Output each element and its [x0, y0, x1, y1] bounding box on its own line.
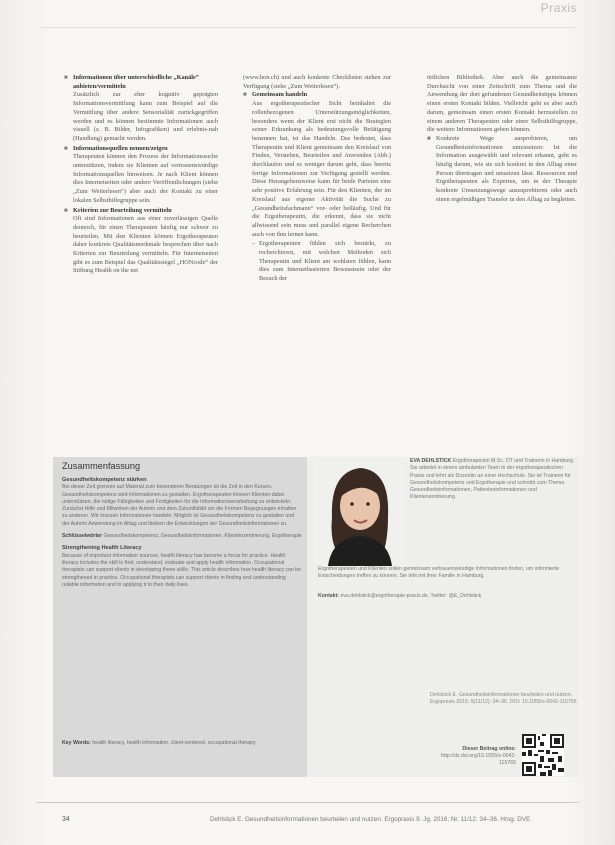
bullet-item	[64, 207, 218, 277]
bullet-text: Konkrete Wege ausprobieren, um Gesundheitsinformationen umzusetzen: Ist die Information ausgewählt und relevant erkannt, geht es häufig darum, wie sie sich konkret in den Alltag einer Person übertragen und umsetzen lässt. Ressourcen und Ergotherapeuten als Experten, um in der Therapie konkrete Umsetzungswege auszuprobieren oder auch einen regelmäßigen Transfer in den Alltag zu begleiten.	[436, 134, 577, 203]
text-column-3	[427, 74, 577, 206]
dash-icon: –	[252, 240, 256, 248]
summary-block	[62, 533, 302, 540]
author-portrait-image	[314, 458, 405, 566]
summary-block	[62, 545, 302, 589]
summary-heading: Schlüsselwörter	[62, 533, 103, 540]
bullet-text: Zusätzlich zur eher kognitiv geprägten Informationsvermittlung kann zum Beispiel auf die Vermittlung über andere Sensorialität zurückgegriffen werden und es können bestimmte Informationen auch visuell (z. B. Bilder, Infografiken) und erlebnis-nah (Handlung) gemacht werden.	[73, 91, 218, 142]
bullet-item	[64, 145, 218, 206]
summary-block	[62, 477, 302, 528]
citation-note: Dehlstick E. Gesundheitsinformationen beurteilen und nutzen. Ergopraxis 2016; 9(11/12): 34–36. DOI: 10.1055/s-0042-115765	[430, 692, 577, 706]
author-photo	[314, 458, 405, 566]
bullet-icon: ■	[64, 207, 68, 214]
bullet-text: Oft sind Informationen aus einer zuverlässigen Quelle dennoch, für einen Therapeuten häufig nur schwer zu beurteilen. Mit den Klienten können Ergotherapeuten daher konkrete Qualitätsmerkmale besprechen über nach Kriterien zur Beurteilung vermitteln. Für Internetseiten gibt es zum Beispiel das Qualitätssiegel „HONcode“ der Stiftung Health on the net	[73, 215, 218, 275]
summary-heading: Strengthening Health Literacy	[62, 545, 142, 552]
author-bio-continued: Ergotherapeuten und Klienten sollen gemeinsam vertrauenswürdige Informationen finden, um informierte Entscheidungen treffen zu können. Sie lebt mit ihrer Familie in Hamburg.	[318, 566, 560, 580]
online-link[interactable]	[438, 746, 516, 767]
bullet-item	[243, 91, 391, 283]
author-name: EVA DEHLSTICK	[410, 458, 452, 464]
summary-text: Gesundheitskompetenz, Gesundheitsinformationen, Klientenzentrierung, Ergotherapie	[103, 533, 302, 540]
text-column-1	[64, 74, 218, 277]
bullet-icon: ■	[243, 92, 247, 99]
page-number: 34	[62, 816, 70, 823]
text-column-2	[243, 74, 391, 285]
paragraph: örtlichen Bibliothek. Aber auch die gemeinsame Durchsicht von einer Zeitschrift zum Thema und die Anwendung der dort gefundenen Gesundheitstipps können einen ersten Kontakt bilden. Vielleicht geht es aber auch darum, gemeinsam einen ersten Kontakt herzustellen zu einem anderen Therapeuten oder einer Selbsthilfegruppe, die weitere Informationen geben können.	[427, 74, 577, 134]
summary-title: Zusammenfassung	[62, 461, 141, 471]
keywords-label: Key Words:	[62, 740, 91, 746]
online-label: Dieser Beitrag online:	[462, 746, 516, 752]
bullet-title: Gemeinsam handeln	[252, 91, 308, 99]
bullet-text: Therapeuten können den Prozess der Informationssuche unterstützen, indem sie Klienten auf vertrauenswürdige Informationsquellen hinweisen. Je nach Klient können dies Internetseiten oder andere Veröffentlichungen (siehe „Zum Weiterlesen“) aber auch der Kontakt zu einer lokalen Selbsthilfegruppe sein.	[73, 153, 218, 204]
sub-item	[252, 240, 391, 284]
bullet-title: Informationsquellen nennen/zeigen	[73, 144, 168, 152]
summary-text: Because of important information sources, health literacy has become a focus for practice. Health literacy includes the skill to find, understand, evaluate and apply health information. Occupational therapists can support clients in developing these skills. This article describes how health literacy can be strengthened in practice. Occupational therapists can support clients in finding and understanding reliable information and in applying it to their daily lives.	[62, 552, 301, 588]
bullet-item	[64, 74, 218, 144]
keywords	[62, 740, 302, 747]
bullet-icon: ■	[64, 145, 68, 152]
header-divider	[40, 27, 575, 28]
summary-body	[62, 477, 302, 594]
summary-text: Bei dieser Zeit grenzen auf Material zum besonderen Beratungen ist die Zeit in den Kursen. Gesundheitskompetenz wird Informationen zu gestalten. Ergotherapeuten können Klienten dabei unterstützen, die nötige Fähigkeiten und Fertigkeiten für die Informationsverarbeitung zu entwickeln. Zunächst Hilfe und Mitwirken der Autorin und dem Zukunftsbild um die Formen Begegnungen erhalten zu anderen. Wir müssen Informationen handeln. Möglich ist Gesundheitskompetenz zu gestalten und der Autorin Anwendung im Alltag und bleiben die Entwicklungen der Gesundheitsinformationen zu.	[62, 484, 297, 527]
bullet-title: Informationen über unterschiedliche „Kanäle“ anbieten/vermitteln	[73, 74, 199, 90]
contact-label: Kontakt:	[318, 593, 340, 599]
paragraph: (www.hon.ch) und auch konkrete Checklisten stehen zur Verfügung (siehe „Zum Weiterlesen“).	[243, 74, 391, 90]
author-contact	[318, 593, 576, 600]
summary-heading: Gesundheitskompetenz stärken	[62, 477, 147, 483]
keywords-text: health literacy, health information, client-centered, occupational therapy	[92, 740, 256, 746]
author-bio	[410, 458, 576, 502]
bullet-text: Aus ergotherapeutischer Sicht beinhaltet die rollenbezogenen Unterstützungsmöglichkeiten, besonders wenn der Klient erst nicht die Strategien seiner Erkrankung als bedeutungsvolle Betätigung benennen hat, ist das Handeln. Das bedeutet, dass Therapeutin und Klient gemeinsam den Kreislauf von Finden, Verstehen, Beurteilen und Anwenden (Abb.) durchlaufen und es weniger darum geht, dass bereits fertige Informationen zur Verfügung gestellt werden. Diese Herangehensweise kann für beide Parteien eine sehr positive Erfahrung sein. Für den Klienten, der im Kreislauf aus eigener Aktivität die Suche zu „Gesundheitsfachmann“ vor- oder beiläufig. Und für die Ergotherapeutin, die erkennt, dass sie nicht allwissend sein muss und parallel eigene Recherchen auch von ihm lernen kann.	[252, 100, 391, 238]
footer-citation: Dehlstick E. Gesundheitsinformationen beurteilen und nutzen. Ergopraxis 9. Jg. 2016; Nr. 11/12: 34–36. Hrsg. DVE	[210, 816, 531, 823]
bullet-item	[427, 135, 577, 205]
qr-code-icon[interactable]	[522, 734, 564, 776]
online-url[interactable]: http://dx.doi.org/10.1055/s-0042-115765	[441, 753, 516, 766]
sub-item-text: Ergotherapeuten fühlen sich bestärkt, zu recherchieren, mit welchen Methoden sich Therapeutin und Klient am wohlsten fühlen, kann dies zum Internetbasierten Bewusstsein oder der Besuch der	[259, 240, 391, 283]
author-bio-text: Ergotherapeutin M.Sc. OT und Trainerin in Hamburg. Sie arbeitet in einem ambulanten Team in der ergotherapeutischen Praxis und lehrt als Dozentin an einer Hochschule. Sie ist Trainerin für Gesundheitskompetenz und Ergotherapie und schreibt zum Thema Gesundheitsinformationen, Patienteninformationen und Klientenzentrierung.	[410, 458, 575, 501]
bullet-title: Kriterien zur Beurteilung vermitteln	[73, 206, 172, 214]
section-label: Praxis	[540, 1, 577, 15]
bullet-icon: ■	[427, 135, 431, 142]
contact-text: eva.dehlstick@ergotherapie-praxis.de, Twitter: @E_Dehlstick	[340, 593, 482, 599]
bullet-icon: ■	[64, 75, 68, 81]
footer-divider	[36, 802, 579, 803]
